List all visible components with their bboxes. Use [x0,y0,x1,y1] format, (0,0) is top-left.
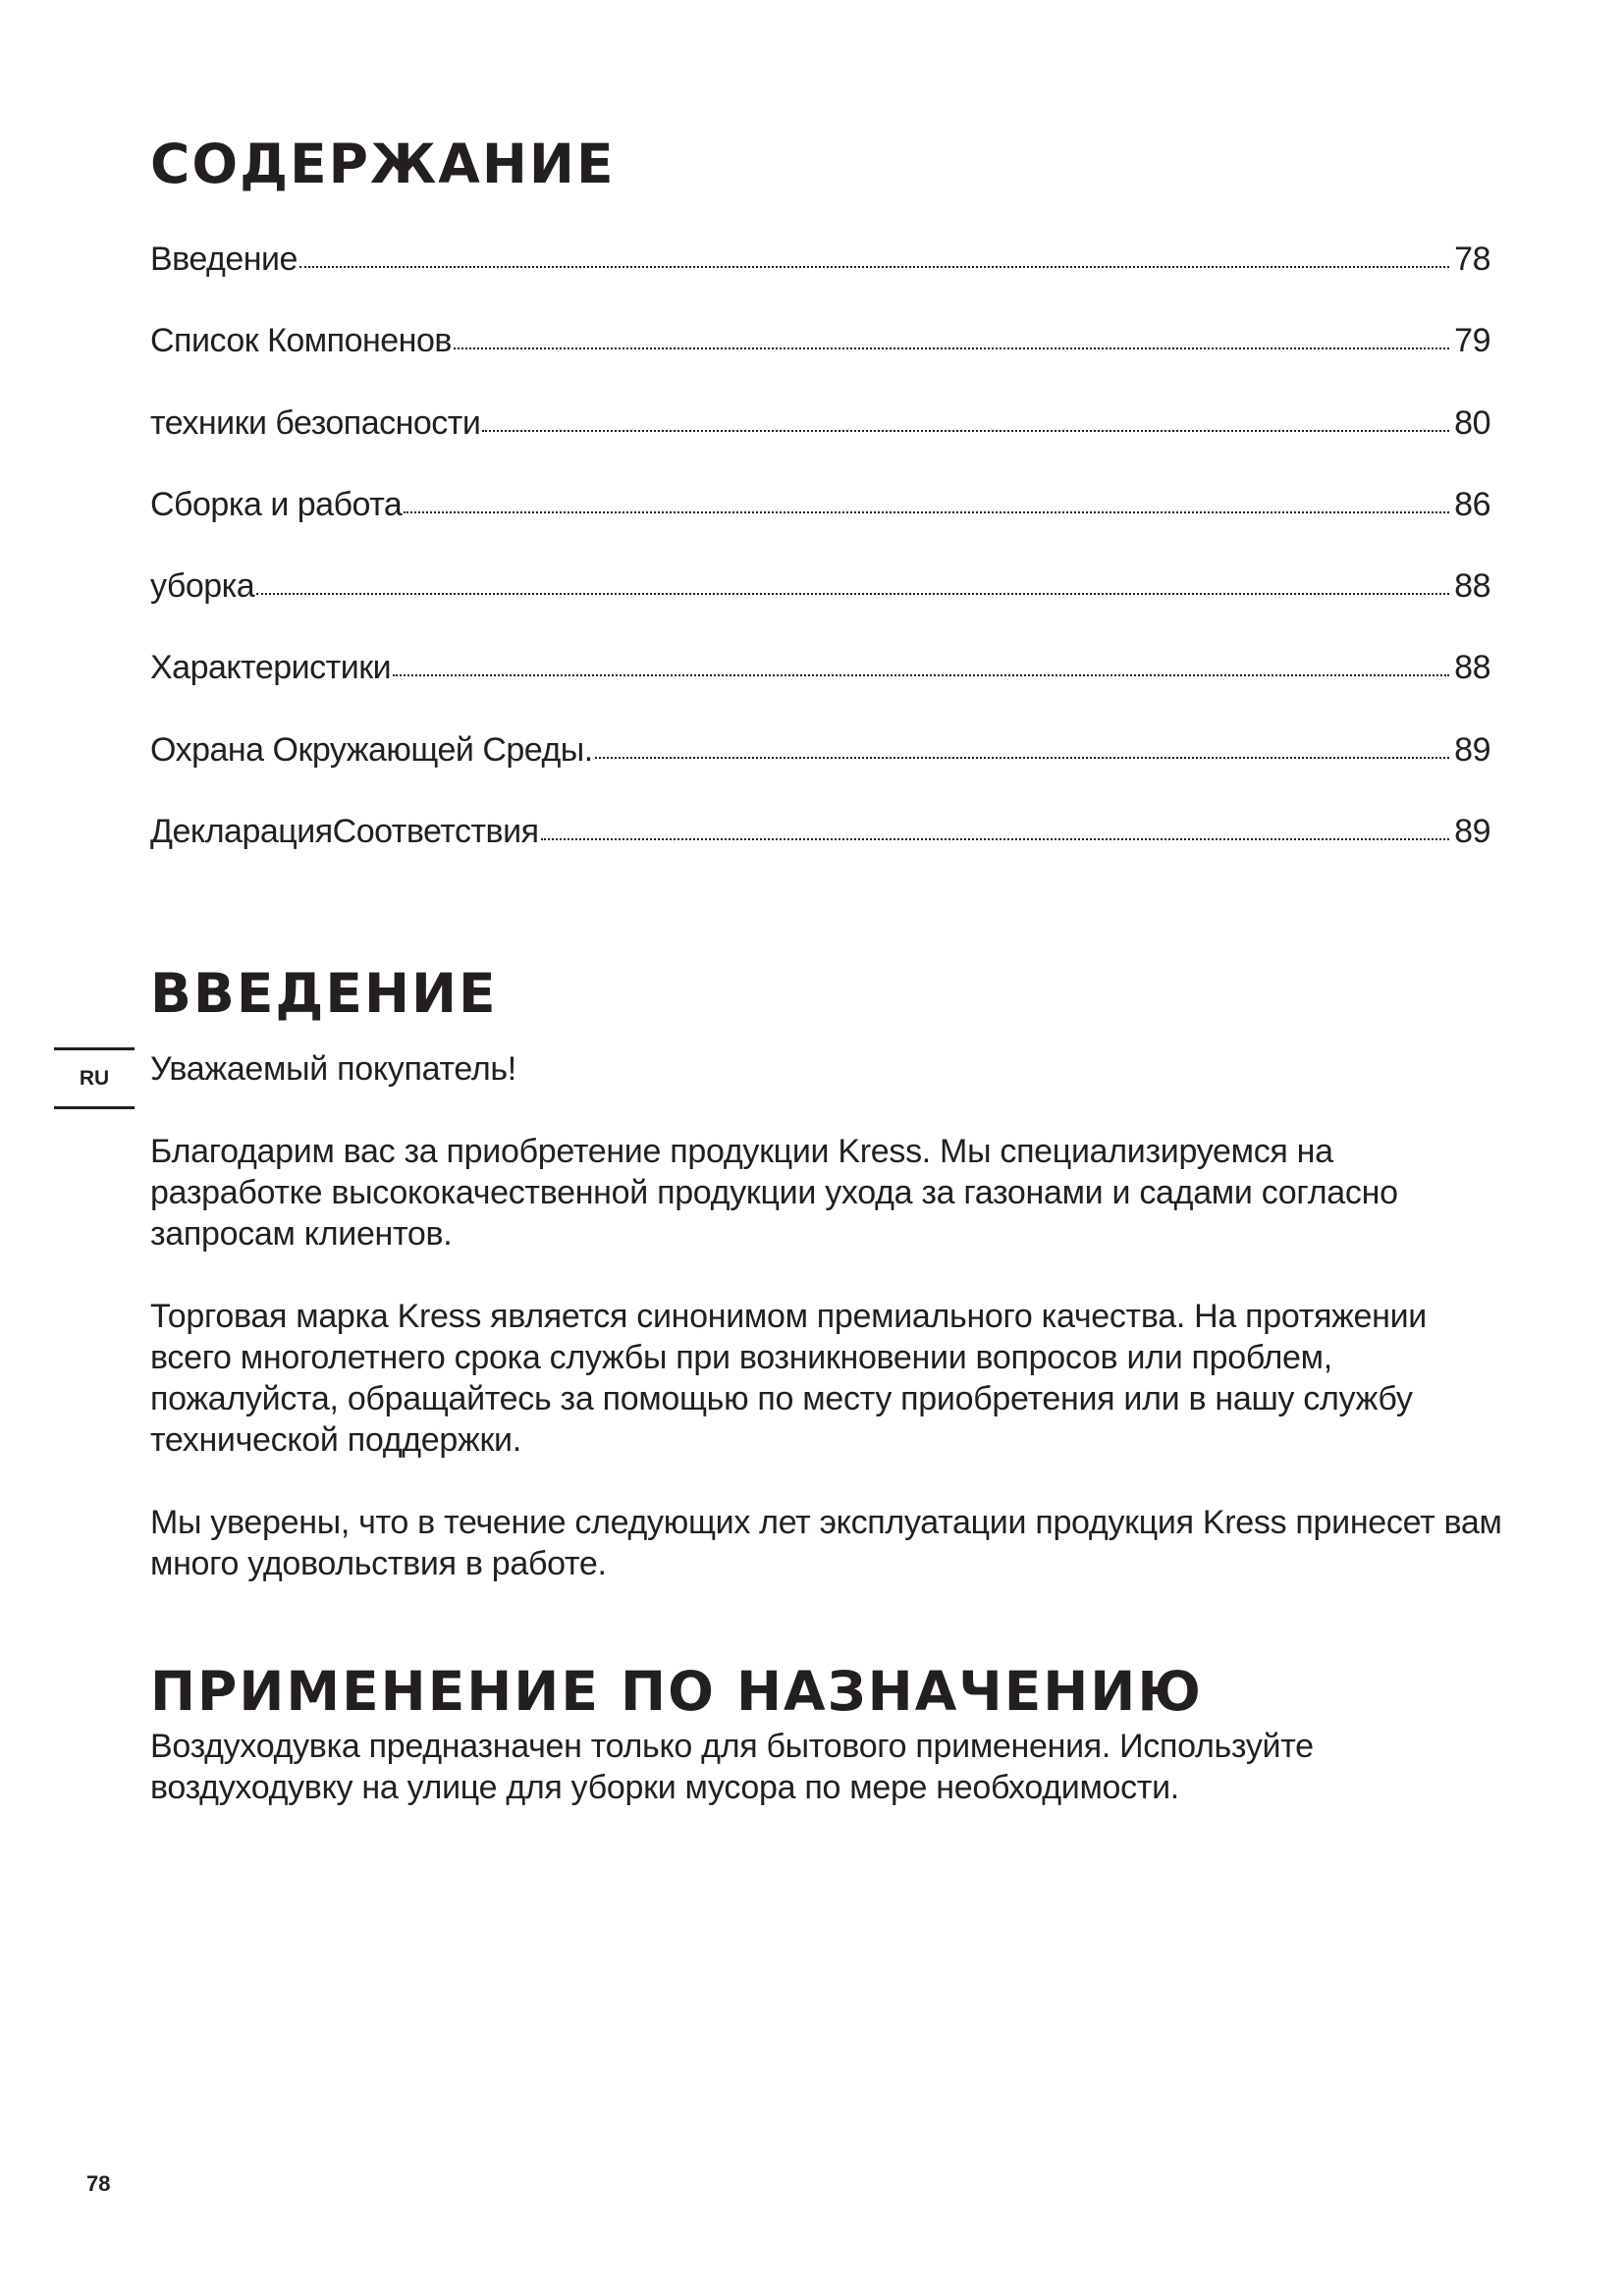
toc-entry-page: 89 [1454,730,1490,769]
intro-paragraph: Благодарим вас за приобретение продукции Kress. Мы специализируемся на разработке высококачественной продукции ухода за газонами и садами согласно запросам клиентов. [150,1133,1398,1253]
toc-entry [150,242,1490,324]
toc-entry-page: 88 [1454,567,1490,606]
table-of-contents [150,242,1490,896]
toc-leader-dots [404,511,1449,513]
toc-leader-dots [393,674,1449,676]
toc-entry-label: Сборка и работа [150,485,403,523]
page-number: 78 [86,2171,111,2196]
toc-leader-dots [541,838,1449,840]
toc-leader-dots [256,593,1449,595]
toc-entry-label: Список Компоненов [150,322,452,360]
intended-use-heading: ПРИМЕНЕНИЕ ПО НАЗНАЧЕНИЮ [150,1660,1203,1723]
intro-greeting: Уважаемый покупатель! [150,1050,516,1088]
toc-entry-label: Характеристики [150,649,392,687]
toc-entry [150,651,1490,732]
toc-entry-page: 86 [1454,485,1490,523]
toc-entry-page: 78 [1454,240,1490,278]
intro-paragraph: Мы уверены, что в течение следующих лет эксплуатации продукция Kress принесет вам много удовольствия в работе. [150,1504,1502,1582]
toc-leader-dots [454,347,1449,349]
toc-entry-label: Введение [150,240,298,278]
language-tab: RU [54,1047,135,1109]
toc-entry [150,403,1490,488]
toc-entry-page: 88 [1454,649,1490,687]
toc-heading: СОДЕРЖАНИЕ [150,133,616,195]
toc-leader-dots [595,757,1449,759]
toc-leader-dots [482,430,1449,432]
toc-entry [150,485,1490,569]
toc-entry-label: Охрана Окружающей Среды. [150,730,593,769]
intro-paragraph: Торговая марка Kress является синонимом премиального качества. На протяжении всего многолетнего срока службы при возникновении вопросов или проблем, пожалуйста, обращайтесь за помощью по месту приобретения или в нашу службу технической поддержки. [150,1298,1427,1459]
toc-entry-label: техники безопасности [150,403,481,442]
toc-entry [150,324,1490,405]
toc-entry [150,569,1490,651]
toc-entry-page: 80 [1454,403,1490,442]
intro-heading: ВВЕДЕНИЕ [150,962,498,1025]
toc-entry-page: 89 [1454,813,1490,851]
toc-entry-label: ДекларацияСоответствия [150,813,539,851]
toc-leader-dots [299,266,1449,268]
toc-entry [150,730,1490,815]
intended-use-text: Воздуходувка предназначен только для бытового применения. Используйте воздуходувку на улице для уборки мусора по мере необходимости. [150,1728,1314,1806]
toc-entry [150,815,1490,896]
toc-entry-page: 79 [1454,322,1490,360]
toc-entry-label: уборка [150,567,255,606]
